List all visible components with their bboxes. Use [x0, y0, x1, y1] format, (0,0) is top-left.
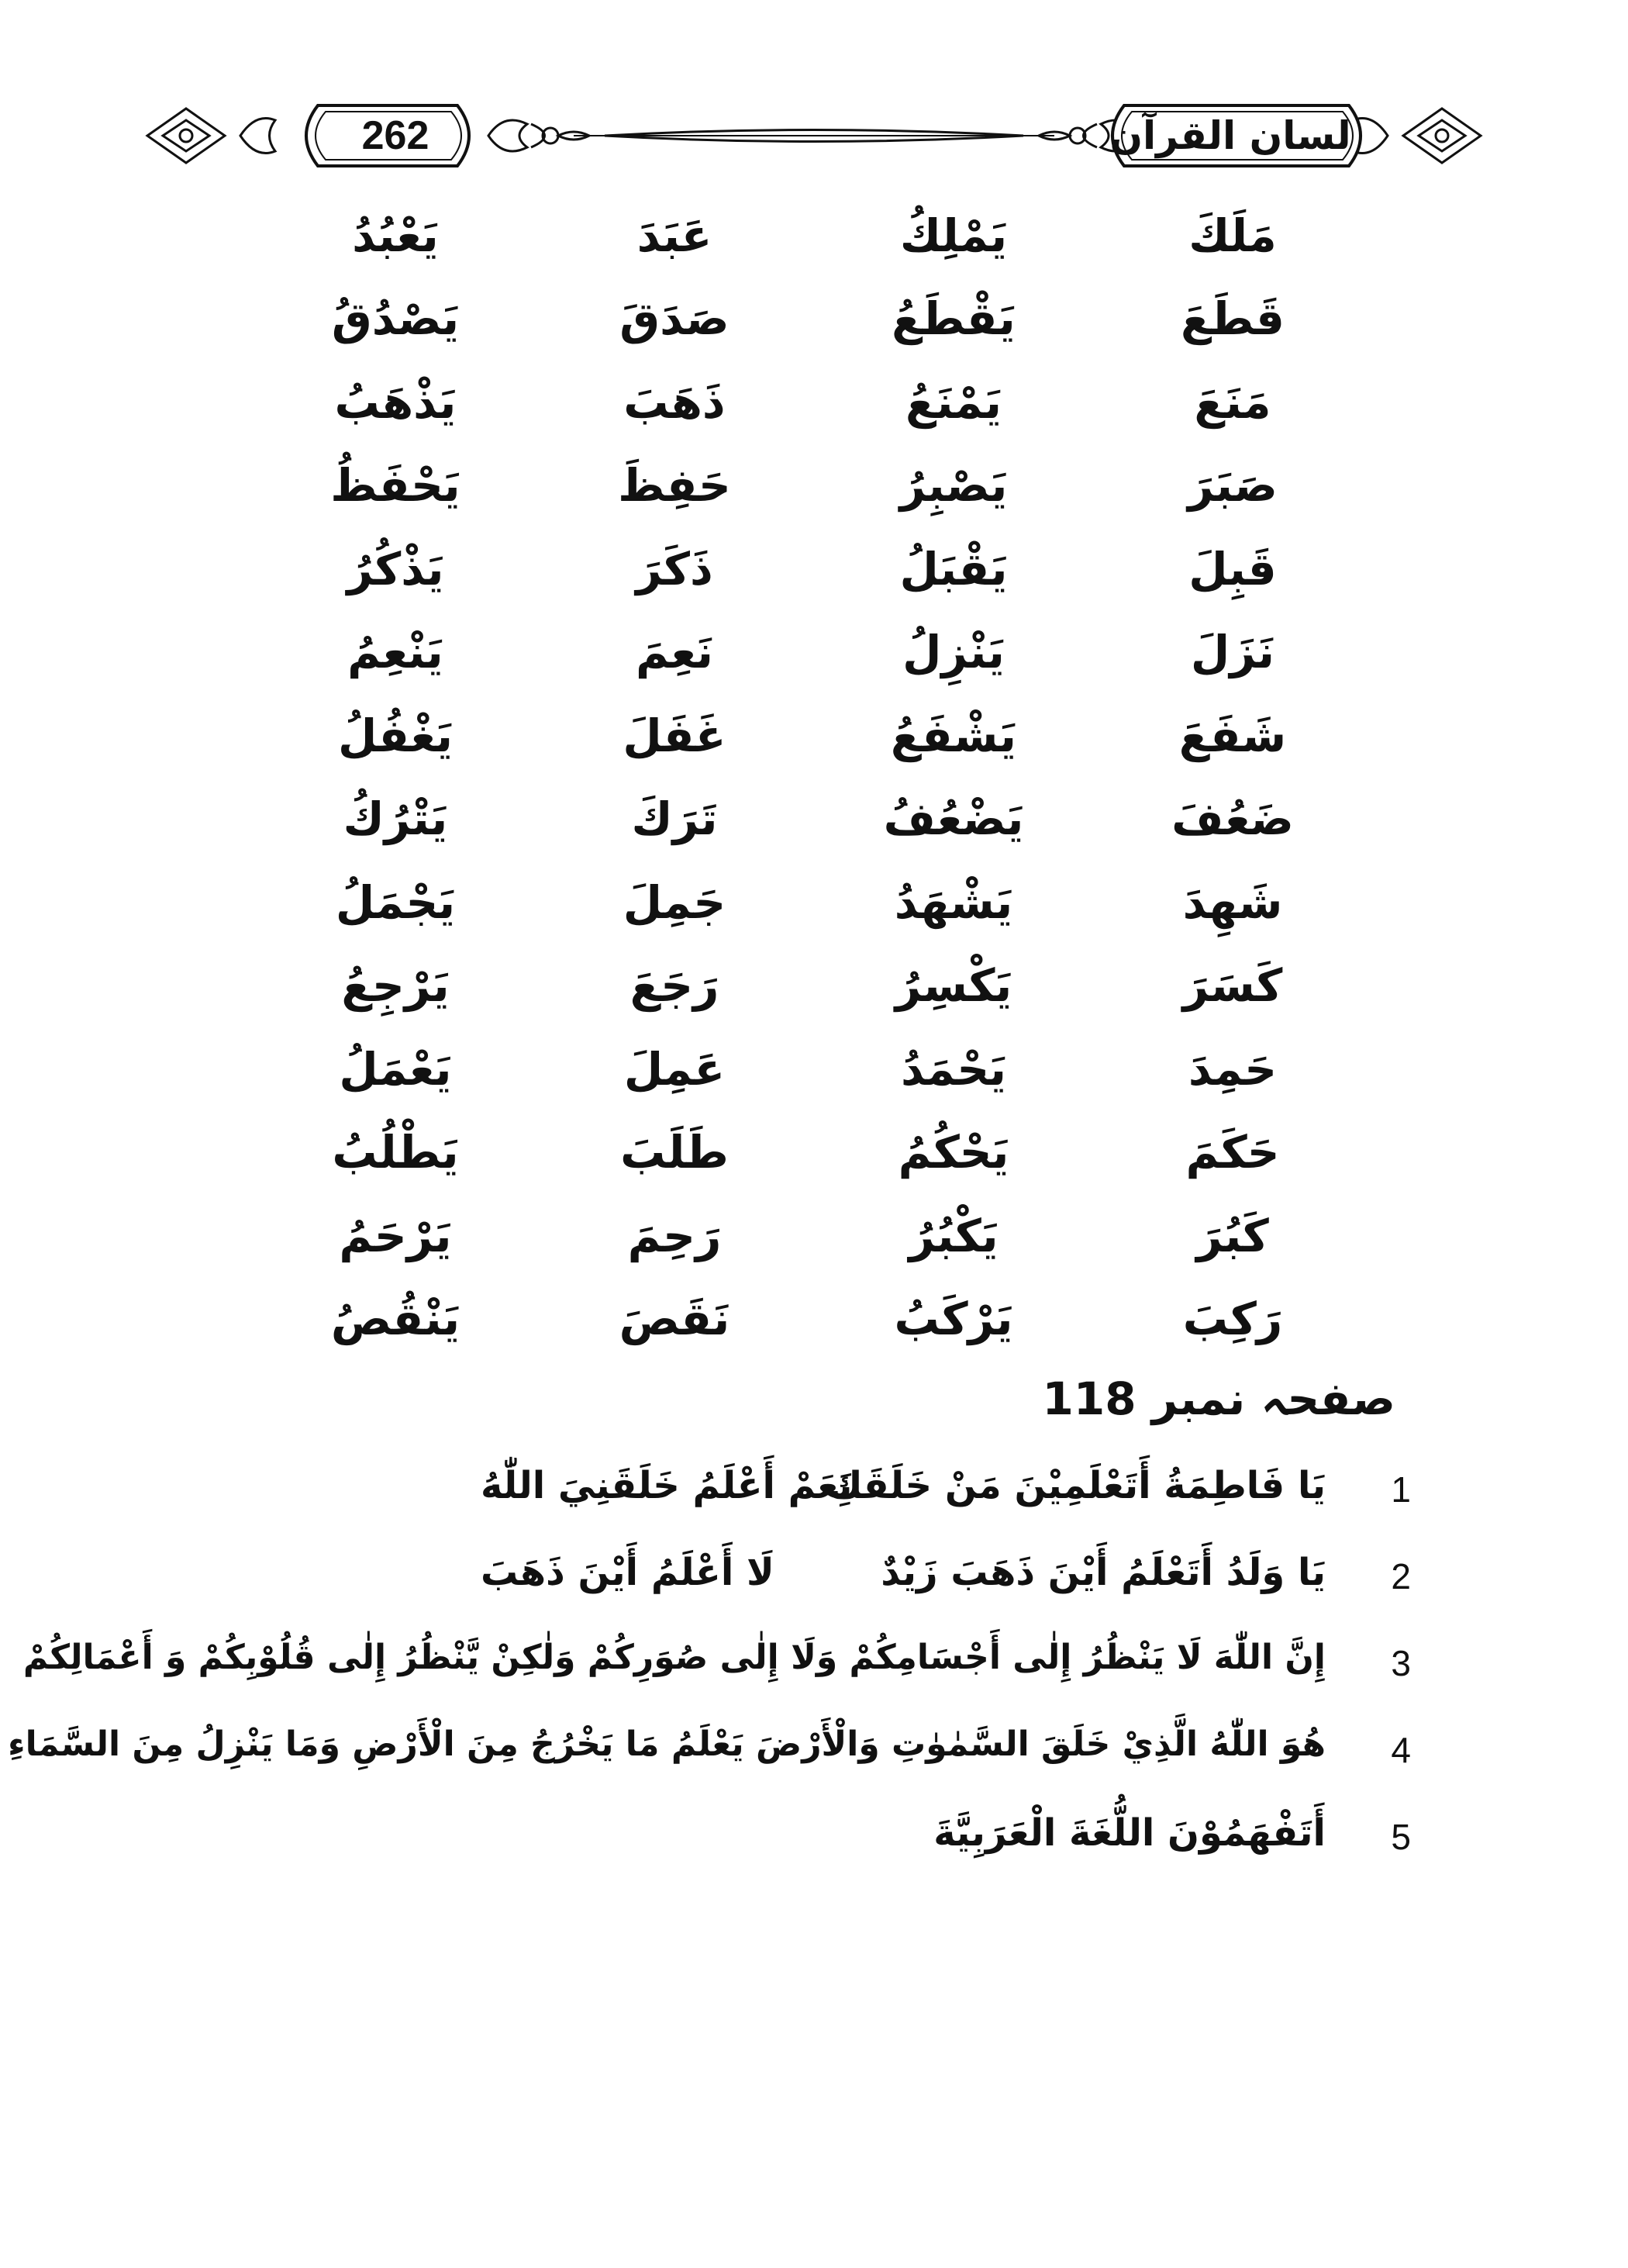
verb-cell: شَفَعَ	[1178, 709, 1287, 762]
verb-cell: يَطْلُبُ	[332, 1126, 459, 1179]
verb-row	[256, 1027, 1372, 1111]
exercise-number: 3	[1391, 1643, 1411, 1683]
verb-cell: عَبَدَ	[636, 209, 712, 262]
verb-cell: يَرْحَمُ	[339, 1209, 452, 1262]
verb-cell: حَكَمَ	[1185, 1126, 1280, 1179]
verb-row	[256, 444, 1372, 528]
verb-cell: حَفِظَ	[618, 459, 731, 513]
verb-cell: يَعْمَلُ	[339, 1042, 452, 1096]
exercise-item	[186, 1458, 1411, 1545]
verb-row	[256, 1194, 1372, 1278]
exercise-number: 1	[1391, 1469, 1411, 1510]
verb-cell: ذَكَرَ	[636, 542, 713, 595]
verb-cell: يَذْهَبُ	[334, 375, 457, 429]
exercise-number: 2	[1391, 1556, 1411, 1597]
verb-cell: يَرْجِعُ	[341, 959, 450, 1013]
verb-row	[256, 361, 1372, 444]
verb-cell: صَدَقَ	[619, 292, 729, 346]
verb-cell: حَمِدَ	[1188, 1042, 1278, 1096]
exercise-question: إِنَّ اللّٰهَ لَا يَنْظُرُ إِلٰى أَجْسَامِكُمْ وَلَا إِلٰى صُوَرِكُمْ وَلٰكِنْ يَّنْظُرُ إِلٰى قُلُوْبِكُمْ وَ أَعْمَالِكُمْ	[22, 1638, 1326, 1677]
verb-row	[256, 694, 1372, 778]
verb-cell: يَقْطَعُ	[892, 292, 1016, 346]
exercise-number: 4	[1391, 1730, 1411, 1770]
exercise-number: 5	[1391, 1817, 1411, 1857]
exercise-list	[8, 1458, 1411, 1892]
verb-cell: رَحِمَ	[627, 1209, 722, 1262]
verb-cell: عَمِلَ	[623, 1042, 726, 1096]
exercise-answer: لَا أَعْلَمُ أَيْنَ ذَهَبَ	[481, 1551, 774, 1594]
verb-cell: قَطَعَ	[1180, 292, 1285, 346]
section-heading: صفحہ نمبر 118	[1042, 1372, 1395, 1425]
verb-cell: يَشْهَدُ	[894, 875, 1013, 929]
verb-cell: يَرْكَبُ	[894, 1293, 1013, 1346]
exercise-item	[8, 1718, 1411, 1805]
verb-cell: كَبُرَ	[1196, 1209, 1269, 1262]
verb-cell: قَبِلَ	[1188, 542, 1277, 595]
verb-cell: يَذْكُرُ	[347, 542, 444, 595]
verb-cell: يَجْمَلُ	[335, 875, 456, 929]
verb-cell: نَزَلَ	[1190, 626, 1275, 679]
verb-row	[256, 611, 1372, 695]
verb-row	[256, 1278, 1372, 1362]
verb-cell: يَضْعُفُ	[883, 792, 1024, 846]
verb-cell: مَنَعَ	[1194, 375, 1271, 429]
verb-cell: يَنْعِمُ	[347, 626, 443, 679]
verb-cell: يَكْبُرُ	[909, 1209, 999, 1262]
verb-cell: ذَهَبَ	[623, 375, 726, 429]
verb-cell: يَغْفُلُ	[337, 709, 454, 762]
page-number: 262	[361, 113, 429, 158]
verb-cell: يَنْقُصُ	[330, 1293, 460, 1346]
verb-cell: يَكْسِرُ	[895, 959, 1012, 1013]
exercise-item	[186, 1545, 1411, 1631]
verb-row	[256, 194, 1372, 278]
verb-cell: يَصْدُقُ	[331, 292, 460, 346]
verb-table	[256, 194, 1372, 1361]
exercise-question: أَتَفْهَمُوْنَ اللُّغَةَ الْعَرَبِيَّةَ	[933, 1811, 1326, 1855]
verb-cell: ضَعُفَ	[1171, 792, 1294, 846]
verb-row	[256, 527, 1372, 611]
exercise-item	[186, 1805, 1411, 1892]
verb-cell: نَقَصَ	[619, 1293, 730, 1346]
verb-cell: نَعِمَ	[636, 626, 713, 679]
page-header	[140, 93, 1488, 178]
verb-cell: يَمْلِكُ	[899, 209, 1008, 262]
exercise-question: يَا فَاطِمَةُ أَتَعْلَمِيْنَ مَنْ خَلَقَكِ	[828, 1464, 1326, 1507]
verb-row	[256, 1111, 1372, 1195]
verb-cell: يَحْمَدُ	[901, 1042, 1006, 1096]
verb-cell: يَحْكُمُ	[898, 1126, 1009, 1179]
verb-cell: يَشْفَعُ	[890, 709, 1017, 762]
verb-cell: رَجَعَ	[629, 959, 719, 1013]
exercise-answer: نَعَمْ أَعْلَمُ خَلَقَنِيَ اللّٰهُ	[481, 1464, 853, 1507]
verb-cell: جَمِلَ	[623, 875, 726, 929]
verb-row	[256, 944, 1372, 1028]
exercise-question: يَا وَلَدُ أَتَعْلَمُ أَيْنَ ذَهَبَ زَيْدٌ	[881, 1551, 1326, 1594]
verb-cell: رَكِبَ	[1182, 1293, 1283, 1346]
verb-cell: يَصْبِرُ	[899, 459, 1008, 513]
verb-cell: طَلَبَ	[620, 1126, 729, 1179]
verb-cell: يَنْزِلُ	[902, 626, 1005, 679]
verb-cell: مَلَكَ	[1188, 209, 1277, 262]
book-title: لسان القرآن	[1109, 113, 1351, 158]
verb-row	[256, 861, 1372, 944]
verb-cell: تَرَكَ	[631, 792, 718, 846]
verb-cell: يَعْبُدُ	[352, 209, 439, 262]
verb-cell: صَبَرَ	[1188, 459, 1278, 513]
verb-table-body	[256, 194, 1372, 1361]
verb-cell: يَتْرُكُ	[343, 792, 448, 846]
verb-cell: يَمْنَعُ	[905, 375, 1002, 429]
verb-cell: غَفَلَ	[623, 709, 726, 762]
exercise-question: هُوَ اللّٰهُ الَّذِيْ خَلَقَ السَّمٰوٰتِ وَالْأَرْضَ يَعْلَمُ مَا يَخْرُجُ مِنَ الْأَرْضِ وَمَا يَنْزِلُ مِنَ السَّمَاءِ	[8, 1724, 1326, 1764]
exercise-item	[22, 1631, 1411, 1718]
verb-row	[256, 278, 1372, 361]
verb-row	[256, 778, 1372, 861]
verb-cell: كَسَرَ	[1182, 959, 1283, 1013]
verb-cell: يَقْبَلُ	[899, 542, 1008, 595]
verb-cell: يَحْفَظُ	[330, 459, 460, 513]
verb-cell: شَهِدَ	[1182, 875, 1283, 929]
